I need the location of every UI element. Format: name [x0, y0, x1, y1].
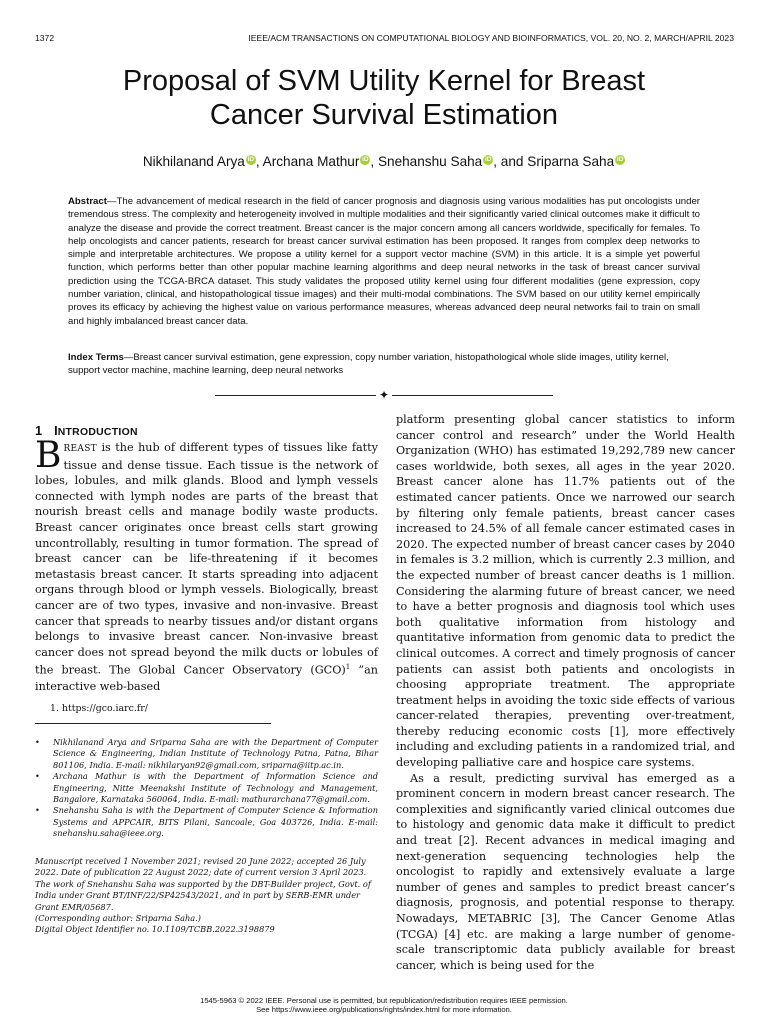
- title-line-1: Proposal of SVM Utility Kernel for Breast: [122, 65, 646, 97]
- title-line-2: Cancer Survival Estimation: [209, 99, 559, 131]
- left-column: [35, 435, 378, 694]
- doi[interactable]: Digital Object Identifier no. 10.1109/TCBB.2022.3198879: [35, 924, 275, 935]
- paragraph-text-end: ”an interactive web-based: [35, 664, 378, 693]
- author-separator: ,: [255, 154, 263, 169]
- funding-note: The work of Snehanshu Saha was supported by the DBT-Builder project, Govt. of India under Grant BT/INF/22/SP42543/2021, and in part by SERB-EMR under Grant EMR/05687.: [35, 878, 371, 912]
- footnote-rule: [35, 723, 271, 724]
- index-terms: [68, 351, 700, 378]
- author-separator: ,: [370, 154, 378, 169]
- abstract-text: —The advancement of medical research in the field of cancer prognosis and diagnosis using various modalities has put oncologists under tremendous stress. The complexity and heterogeneity involved in multiple modalities and their significantly varied clinical outcomes make it difficult to analyze the disease and provide the correct treatment. Breast cancer is the major concern among all cancers worldwide, specifically for females. To help oncologists and cancer patients, research for breast cancer survival estimation has been proposed. It ranges from complex deep networks to simple and interpretable architectures. We propose a utility kernel for a support vector machine (SVM) in this article. It is a simple yet powerful function, which performs better than other popular machine learning algorithms and deep neural networks in the task of breast cancer survival prediction using the TCGA-BRCA dataset. This study validates the proposed utility kernel using four different modalities (gene expression, copy number variation, clinical, and histopathological tissue images) and their multi-modal combinations. The SVM based on our utility kernel empirically proves its efficacy by achieving the highest value on various performance measures, whereas advanced deep neural networks fail to train on small and highly imbalanced breast cancer data.: [68, 196, 700, 327]
- index-terms-text: —Breast cancer survival estimation, gene expression, copy number variation, histopathological whole slide images, utility kernel, support vector machine, machine learning, deep neural networks: [68, 352, 669, 377]
- manuscript-dates: Manuscript received 1 November 2021; revised 20 June 2022; accepted 26 July 2022. Date of publication 22 August 2022; date of current version 3 April 2023.: [35, 856, 367, 878]
- section-title-rest: NTRODUCTION: [57, 427, 138, 438]
- orcid-icon[interactable]: iD: [485, 156, 492, 163]
- corresponding-author: (Corresponding author: Sriparna Saha.): [35, 913, 201, 924]
- index-terms-label: Index Terms: [68, 352, 124, 363]
- section-number: 1: [35, 423, 43, 438]
- copyright-line: 1545-5963 © 2022 IEEE. Personal use is permitted, but republication/redistribution requires IEEE permission.: [200, 996, 568, 1005]
- footnote[interactable]: 1. https://gco.iarc.fr/: [50, 703, 148, 714]
- rights-link[interactable]: See https://www.ieee.org/publications/rights/index.html for more information.: [256, 1005, 512, 1015]
- drop-cap: B: [35, 435, 62, 476]
- abstract: [68, 195, 700, 328]
- journal-title: IEEE/ACM TRANSACTIONS ON COMPUTATIONAL BIOLOGY AND BIOINFORMATICS, VOL. 20, NO. 2, MARCH/APRIL 2023: [248, 33, 734, 43]
- orcid-icon[interactable]: iD: [616, 156, 624, 163]
- affiliations: [35, 737, 378, 840]
- body-paragraph: As a result, predicting survival has emerged as a prominent concern in modern breast cancer research. The complexities and significantly varied clinical outcomes due to histology and genomic data make it difficult to predict and treat [2]. Recent advances in medical imaging and next-generation sequencing technologies help the oncologist to rapidly and extensively evaluate a large number of genes and samples to predict breast cancer’s diagnosis, prognosis, and potential response to therapy. Nowadays, METABRIC [3], The Cancer Genome Atlas (TCGA) [4] etc. are making a large number of genome-scale transcriptomic data publicly available for breast cancer, which is being used for the: [396, 771, 735, 972]
- abstract-label: Abstract: [68, 196, 107, 207]
- footnote-marker[interactable]: 1: [345, 663, 351, 672]
- author-list: [40, 153, 728, 171]
- affiliation-item: • Nikhilanand Arya and Sriparna Saha are with the Department of Computer Science & Engineering, Indian Institute of Technology Patna, Patna, Bihar 801106, India. E-mail: nikhilaryan92@gmail.com, sriparna@iitp.ac.in.: [35, 737, 378, 771]
- right-column: [396, 412, 735, 973]
- manuscript-notes: [35, 856, 378, 936]
- body-paragraph: platform presenting global cancer statistics to inform cancer control and research” under the World Health Organization (WHO) has estimated 19,292,789 new cancer cases worldwide, both sexes, all ages in the year 2020. Breast cancer alone has 11.7% patients out of the estimated cancer patients. Once we narrowed our search by filtering only female patients, breast cancer cases increased to 24.5% of all female cancer estimated cases in 2020. The expected number of breast cancer cases by 2040 in females is 3.2 million, which is currently 2.3 million, and the expected number of breast cancer deaths is 1 million. Considering the alarming future of breast cancer, we need to have a better prognosis and diagnosis tool which uses both qualitative information from histology and quantitative information from genomic data to predict the clinical outcomes. A correct and timely prognosis of cancer patients can assist both patients and oncologists in choosing appropriate treatment. The appropriate treatment helps in avoiding the toxic side effects of various cancer-related therapies, preventing over-treatment, thereby reducing economic costs [1], more effectively including and excluding patients in a randomized trial, and developing palliative care and hospice care systems.: [396, 413, 736, 770]
- paragraph-text: is the hub of different types of tissues like fatty tissue and dense tissue. Each tissue is the network of lobes, lobules, and milk glands. Blood and lymph vessels connected with lymph nodes are parts of the breast that nourish breast cells and manage bodily waste products. Breast cancer originates once breast cells start growing uncontrollably, resulting in tumor formation. The spread of breast cancer can be life-threatening if it becomes metastasis breast cancer. It starts spreading into adjacent organs through blood or lymph vessels. Biologically, breast cancer are of two types, invasive and non-invasive. Breast cancer that spreads to nearby tissues and/or distant organs belongs to invasive breast cancer. Non-invasive breast cancer does not spread beyond the milk ducts or lobules of the breast. The Global Cancer Observatory (GCO): [35, 441, 378, 678]
- affiliation-item: • Archana Mathur is with the Department of Information Science and Engineering, Nitte Meenakshi Institute of Technology and Management, Bangalore, Karnataka 560064, India. E-mail: mathurarchana77@gmail.com.: [35, 771, 378, 805]
- orcid-icon[interactable]: iD: [247, 156, 255, 163]
- body-paragraph: [35, 435, 378, 694]
- author-name: Archana Mathur: [262, 154, 360, 169]
- page-number: 1372: [35, 33, 55, 43]
- author-name: Nikhilanand Arya: [142, 154, 245, 169]
- copyright-notice: [100, 996, 668, 1014]
- author-separator: , and: [493, 154, 528, 169]
- paper-title: [60, 64, 708, 132]
- smallcaps-word: REAST: [63, 444, 97, 454]
- running-header: [35, 33, 734, 45]
- author-name: Snehanshu Saha: [377, 154, 483, 169]
- orcid-icon[interactable]: iD: [362, 156, 369, 163]
- divider-diamond-icon: ✦: [376, 387, 392, 403]
- section-title-initial: I: [54, 423, 58, 438]
- author-name: Sriparna Saha: [527, 154, 615, 169]
- affiliation-item: • Snehanshu Saha is with the Department of Computer Science & Information Systems and APPCAIR, BITS Pilani, Sancoale, Goa 403726, India. E-mail: snehanshu.saha@ieee.org.: [35, 805, 378, 839]
